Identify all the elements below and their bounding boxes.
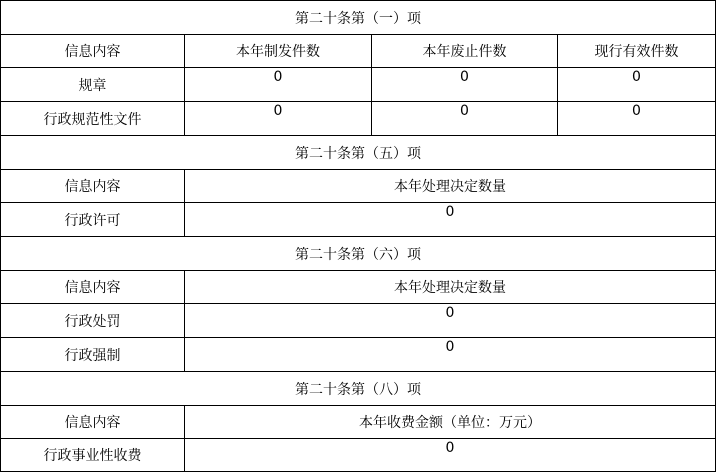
table-row bbox=[1, 68, 716, 102]
header-cell: 信息内容 bbox=[1, 170, 185, 203]
section-title: 第二十条第（五）项 bbox=[1, 136, 716, 170]
header-row bbox=[1, 406, 716, 439]
header-cell: 信息内容 bbox=[1, 271, 185, 304]
header-cell: 信息内容 bbox=[1, 406, 185, 439]
table-row bbox=[1, 203, 716, 237]
header-cell: 本年处理决定数量 bbox=[185, 170, 716, 203]
header-cell: 本年制发件数 bbox=[185, 35, 372, 68]
value-cell: 0 bbox=[185, 439, 716, 472]
value-cell: 0 bbox=[185, 304, 716, 338]
section-title-row bbox=[1, 372, 716, 406]
table-row bbox=[1, 439, 716, 472]
header-cell: 现行有效件数 bbox=[558, 35, 716, 68]
row-label: 行政强制 bbox=[1, 338, 185, 372]
value-cell: 0 bbox=[185, 203, 716, 237]
row-label: 行政规范性文件 bbox=[1, 102, 185, 136]
value-cell: 0 bbox=[372, 102, 558, 136]
value-cell: 0 bbox=[185, 68, 372, 102]
section-title-row bbox=[1, 1, 716, 35]
table-row bbox=[1, 338, 716, 372]
value-cell: 0 bbox=[185, 338, 716, 372]
section-title: 第二十条第（一）项 bbox=[1, 1, 716, 35]
row-label: 规章 bbox=[1, 68, 185, 102]
section-title: 第二十条第（六）项 bbox=[1, 237, 716, 271]
header-row bbox=[1, 35, 716, 68]
header-cell: 本年处理决定数量 bbox=[185, 271, 716, 304]
header-cell: 信息内容 bbox=[1, 35, 185, 68]
section-title: 第二十条第（八）项 bbox=[1, 372, 716, 406]
row-label: 行政处罚 bbox=[1, 304, 185, 338]
row-label: 行政事业性收费 bbox=[1, 439, 185, 472]
value-cell: 0 bbox=[372, 68, 558, 102]
table-row bbox=[1, 102, 716, 136]
header-row bbox=[1, 271, 716, 304]
header-cell: 本年收费金额（单位：万元） bbox=[185, 406, 716, 439]
table-row bbox=[1, 304, 716, 338]
section-title-row bbox=[1, 136, 716, 170]
header-cell: 本年废止件数 bbox=[372, 35, 558, 68]
row-label: 行政许可 bbox=[1, 203, 185, 237]
value-cell: 0 bbox=[185, 102, 372, 136]
value-cell: 0 bbox=[558, 102, 716, 136]
section-title-row bbox=[1, 237, 716, 271]
value-cell: 0 bbox=[558, 68, 716, 102]
header-row bbox=[1, 170, 716, 203]
